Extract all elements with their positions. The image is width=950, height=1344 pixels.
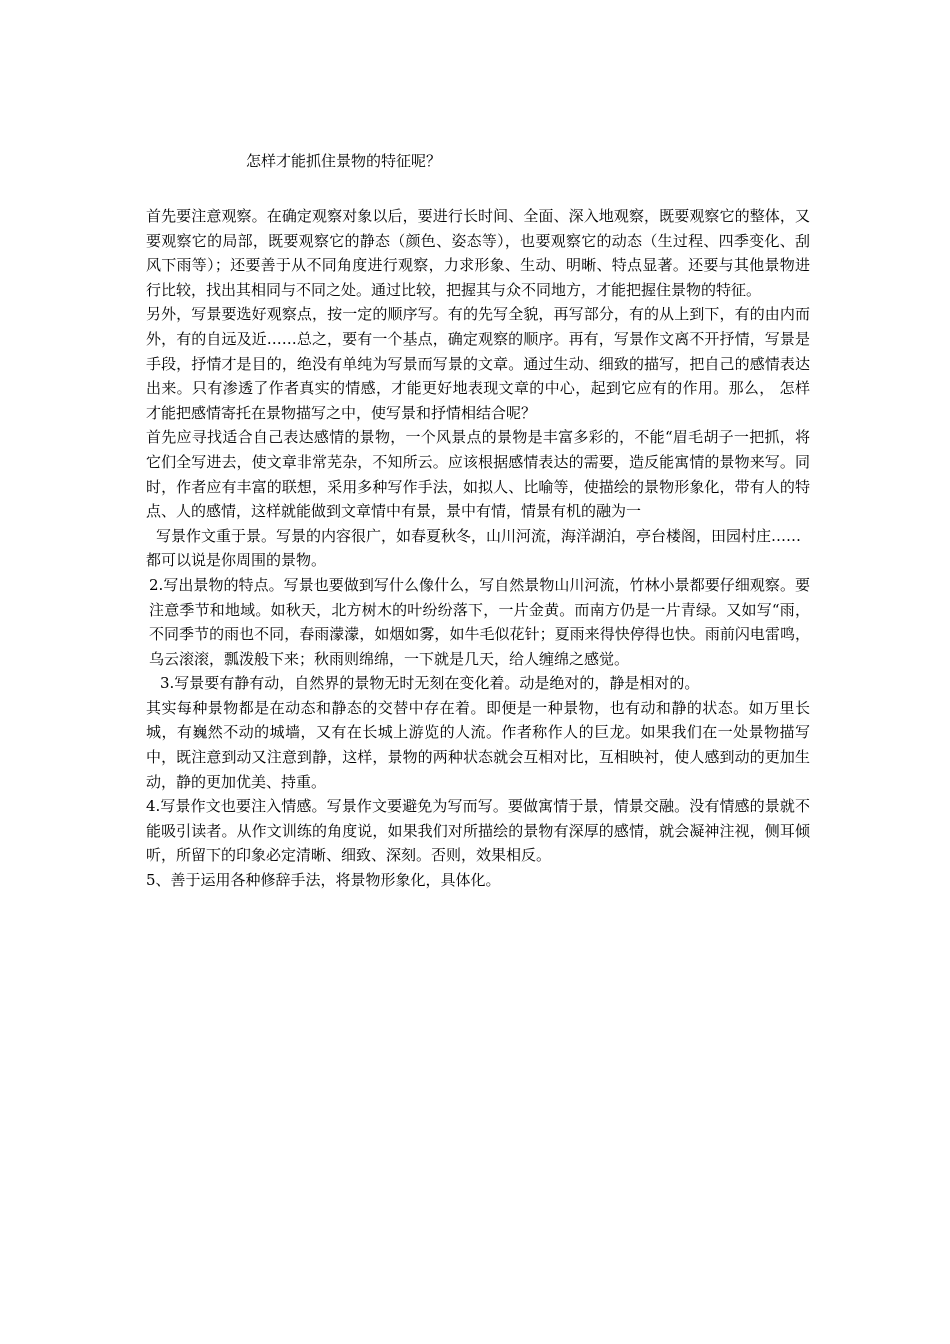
paragraph-point-3: 3.写景要有静有动，自然界的景物无时无刻在变化着。动是绝对的，静是相对的。: [160, 674, 700, 693]
paragraph-viewpoint: 另外，写景要选好观察点，按一定的顺序写。有的先写全貌，再写部分，有的从上到下，有的由内而外，有的自远及近……总之，要有一个基点，确定观察的顺序。再有，写景作文离不开抒情，写景是手段，抒情才是目的，绝没有单纯为写景而写景的文章。通过生动、细致的描写，把自己的感情表达出来。只有渗透了作者真实的情感，才能更好地表现文章的中心，起到它应有的作用。那么， 怎样才能把感情寄托在景物描写之中，使写景和抒情相结合呢？: [146, 305, 810, 422]
paragraph-observe: 首先要注意观察。在确定观察对象以后，要进行长时间、全面、深入地观察，既要观察它的整体，又要观察它的局部，既要观察它的静态（颜色、姿态等），也要观察它的动态（生过程、四季变化、刮风下雨等）；还要善于从不同角度进行观察，力求形象、生动、明晰、特点显著。还要与其他景物进行比较，找出其相同与不同之处。通过比较，把握其与众不同地方，才能把握住景物的特征。: [146, 207, 810, 299]
document-title: 怎样才能抓住景物的特征呢？: [246, 152, 442, 170]
paragraph-surroundings: 都可以说是你周围的景物。: [146, 551, 327, 570]
paragraph-point-4: 4.写景作文也要注入情感。写景作文要避免为写而写。要做寓情于景，情景交融。没有情感的景就不能吸引读者。从作文训练的角度说，如果我们对所描绘的景物有深厚的感情，就会凝神注视，侧耳倾听，所留下的印象必定清晰、细致、深刻。否则，效果相反。: [146, 797, 810, 865]
paragraph-point-5: 5、善于运用各种修辞手法，将景物形象化，具体化。: [146, 871, 501, 890]
document-page: [146, 150, 810, 893]
paragraph-point-2: 2.写出景物的特点。写景也要做到写什么像什么，写自然景物山川河流，竹林小景都要仔细观察。要注意季节和地域。如秋天，北方树木的叶纷纷落下，一片金黄。而南方仍是一片青绿。又如写“雨，不同季节的雨也不同，春雨濛濛，如烟如雾，如牛毛似花针；夏雨来得快停得也快。雨前闪电雷鸣，乌云滚滚，瓢泼般下来；秋雨则绵绵，一下就是几天，给人缠绵之感觉。: [149, 575, 810, 668]
paragraph-scenery-content: 写景作文重于景。写景的内容很广，如春夏秋冬，山川河流，海洋湖泊，亭台楼阁，田园村庄……: [156, 526, 802, 545]
paragraph-dynamic-static: 其实每种景物都是在动态和静态的交替中存在着。即便是一种景物，也有动和静的状态。如万里长城，有巍然不动的城墙，又有在长城上游览的人流。作者称作人的巨龙。如果我们在一处景物描写中，既注意到动又注意到静，这样，景物的两种状态就会互相对比，互相映衬，使人感到动的更加生动，静的更加优美、持重。: [146, 698, 810, 791]
paragraph-emotion-scenery: 首先应寻找适合自己表达感情的景物，一个风景点的景物是丰富多彩的，不能“眉毛胡子一把抓，将它们全写进去，使文章非常芜杂，不知所云。应该根据感情表达的需要，造反能寓情的景物来写。同时，作者应有丰富的联想，采用多种写作手法，如拟人、比喻等，使描绘的景物形象化，带有人的特点、人的感情，这样就能做到文章情中有景，景中有情，情景有机的融为一: [146, 428, 810, 521]
